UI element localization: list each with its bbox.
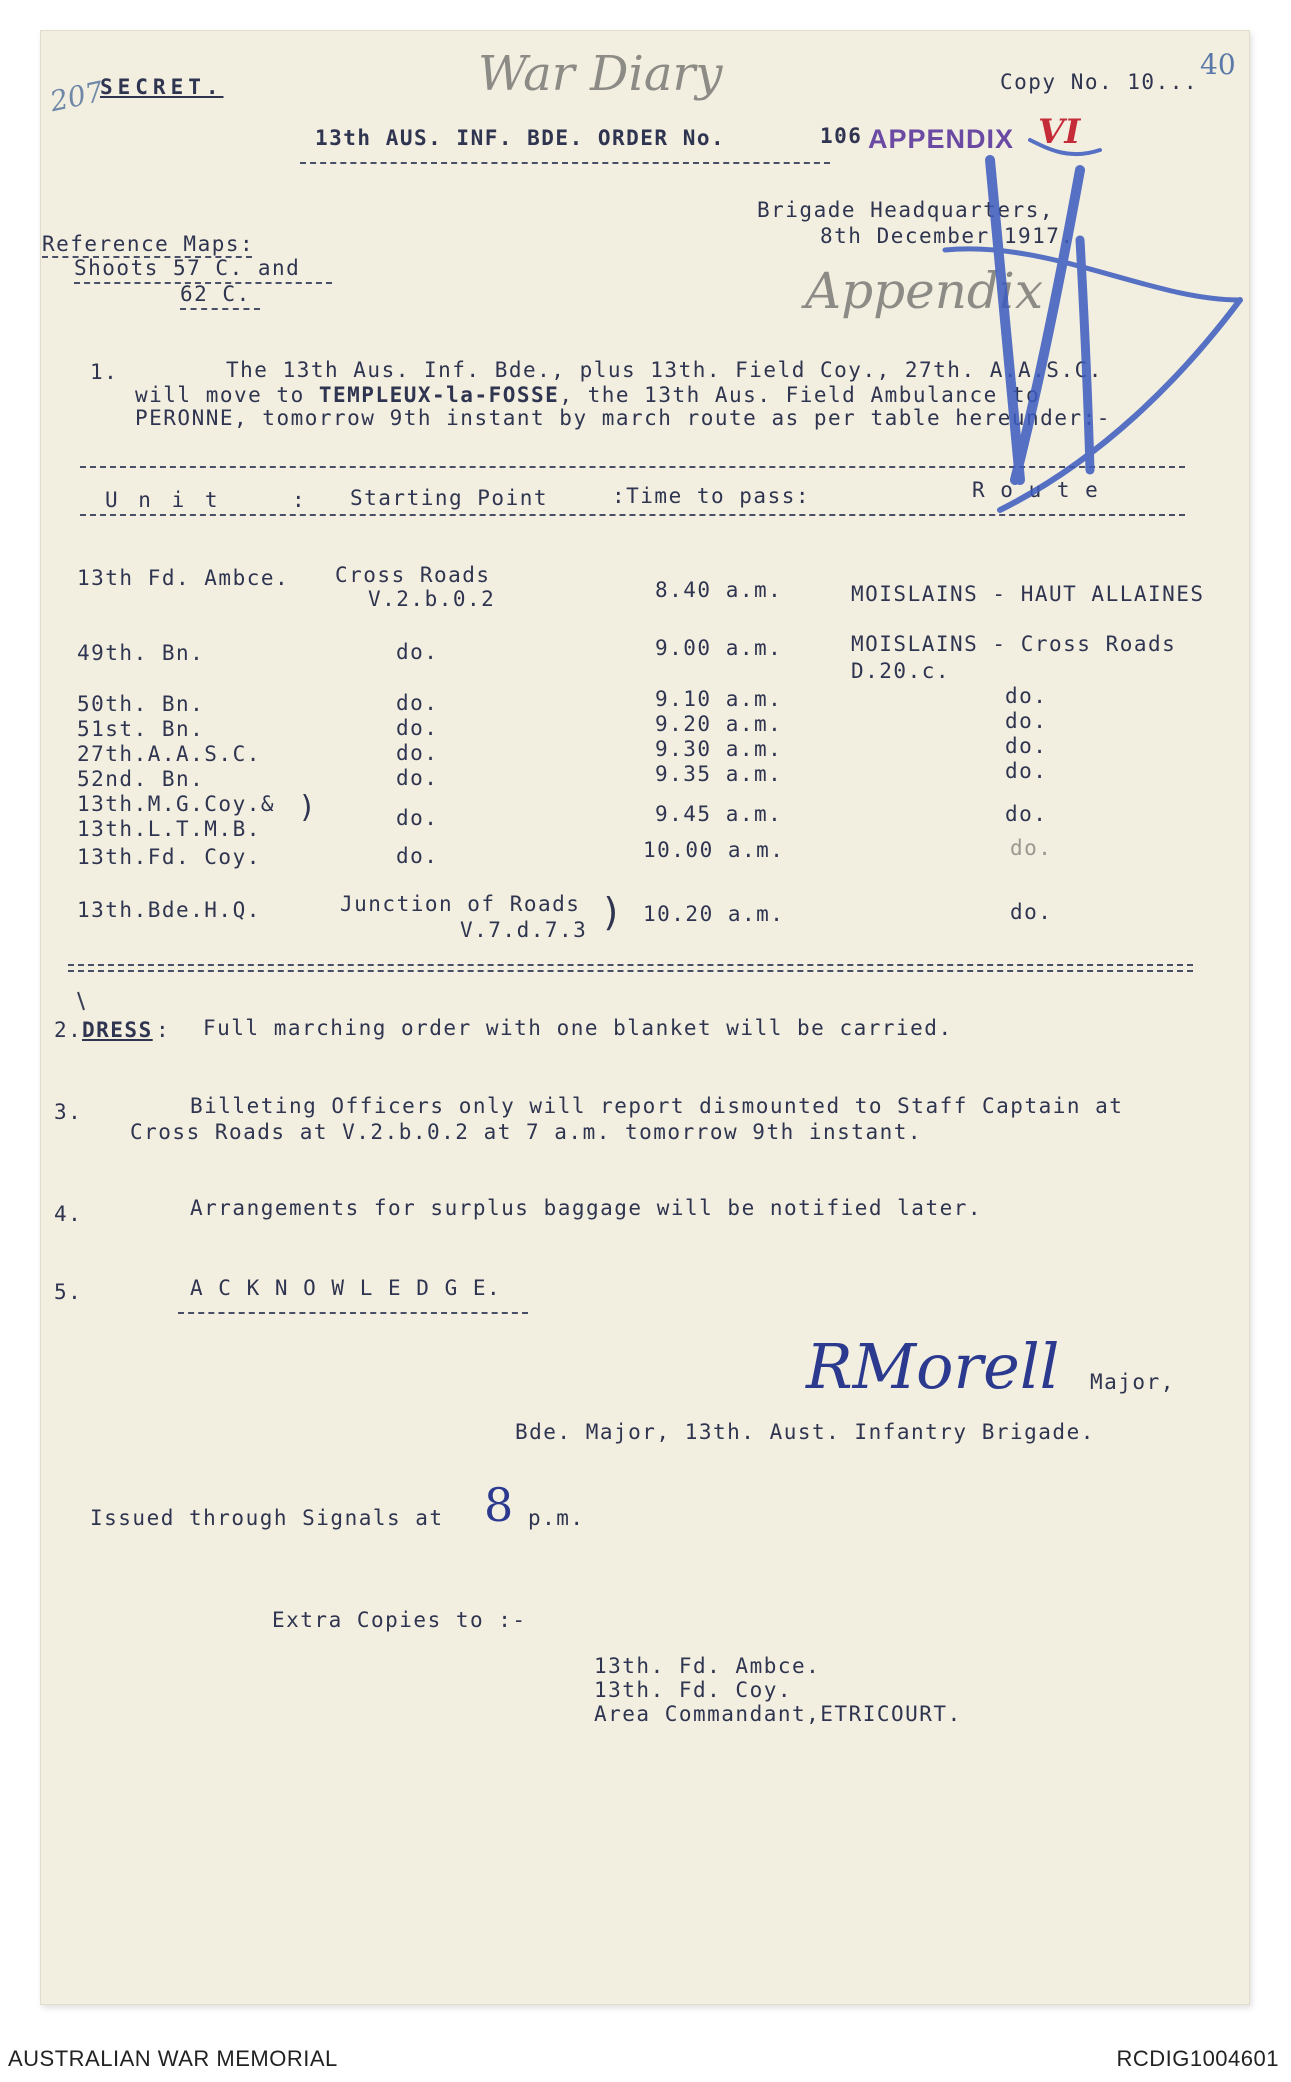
table-row-start: do. [396,691,439,715]
table-row-start-ref: V.7.d.7.3 [460,918,588,942]
war-diary-note: War Diary [478,46,723,102]
pencil-appendix-note: Appendix [805,262,1044,320]
copy-number-pencil: 40 [1200,48,1236,81]
table-row-unit: 52nd. Bn. [77,767,205,791]
hq-line-1: Brigade Headquarters, [757,198,1055,222]
reference-maps-title: Reference Maps: [42,232,255,256]
table-row-start: do. [396,806,439,830]
para2-colon: : [156,1018,171,1042]
margin-tick [78,992,84,1010]
crayon-stroke [945,249,1240,300]
table-row-time: 9.30 a.m. [655,737,783,761]
crayon-stroke [1015,170,1080,480]
table-row-unit: 13th.M.G.Coy.& [77,792,276,816]
header-colon: : [292,488,307,512]
table-row-time: 10.00 a.m. [643,838,785,862]
para3-line2: Cross Roads at V.2.b.0.2 at 7 a.m. tomorrow 9th instant. [130,1120,923,1144]
para2-label: DRESS [82,1018,153,1042]
table-row-route: do. [1005,759,1048,783]
table-row-time: 9.35 a.m. [655,762,783,786]
bracket: ) [298,790,318,825]
table-row-route: do. [1005,684,1048,708]
table-row-start: Junction of Roads [340,892,581,916]
issued-label: Issued through Signals at [90,1506,444,1530]
crayon-stroke [1030,140,1100,154]
table-row-start-ref: V.2.b.0.2 [368,587,496,611]
table-row-route-ref: D.20.c. [851,659,951,683]
table-row-start: do. [396,766,439,790]
para5-acknowledge: A C K N O W L E D G E. [190,1276,502,1300]
hq-line-2: 8th December 1917. [820,224,1075,248]
extra-copy-item: 13th. Fd. Ambce. [594,1654,821,1678]
signature-title: Bde. Major, 13th. Aust. Infantry Brigade. [515,1420,1095,1444]
table-row-start: Cross Roads [335,563,491,587]
copy-number: Copy No. 10... [1000,70,1199,94]
para4-number: 4. [54,1202,83,1226]
table-row-unit: 27th.A.A.S.C. [77,742,261,766]
table-row-time: 9.10 a.m. [655,687,783,711]
para2-number: 2. [54,1018,83,1042]
table-row-time: 10.20 a.m. [643,902,785,926]
footer-credit: AUSTRALIAN WAR MEMORIAL [8,2046,338,2071]
handwritten-signature: RMorell [806,1330,1060,1403]
table-row-route: MOISLAINS - Cross Roads [851,632,1177,656]
para1-line3: PERONNE, tomorrow 9th instant by march route as per table hereunder:- [135,406,1111,430]
table-row-start: do. [396,640,439,664]
appendix-stamp: APPENDIX [868,124,1015,154]
table-row-unit: 13th.Fd. Coy. [77,845,261,869]
table-row-unit: 50th. Bn. [77,692,205,716]
crayon-stroke [990,160,1020,480]
table-row-route: do. [1010,836,1053,860]
reference-maps-line2: Shoots 57 C. and [74,256,301,280]
signature-rank: Major, [1090,1370,1175,1394]
table-row-start: do. [396,716,439,740]
order-number: 106 [820,124,863,148]
table-row-time: 9.00 a.m. [655,636,783,660]
extra-copy-item: 13th. Fd. Coy. [594,1678,793,1702]
table-row-unit: 13th Fd. Ambce. [77,566,290,590]
header-time: :Time to pass: [612,484,811,508]
table-row-route: do. [1005,734,1048,758]
table-row-time: 9.45 a.m. [655,802,783,826]
para5-number: 5. [54,1280,83,1304]
extra-copies-label: Extra Copies to :- [272,1608,527,1632]
extra-copy-item: Area Commandant,ETRICOURT. [594,1702,962,1726]
table-row-route: MOISLAINS - HAUT ALLAINES [851,582,1205,606]
table-row-unit: 13th.Bde.H.Q. [77,898,261,922]
header-unit: U n i t [105,488,222,512]
table-row-unit-2: 13th.L.T.M.B. [77,817,261,841]
para3-number: 3. [54,1100,83,1124]
table-row-route: do. [1005,802,1048,826]
table-row-route: do. [1005,709,1048,733]
margin-number: 207 [47,74,107,119]
para1-line2: will move to TEMPLEUX-la-FOSSE, the 13th Aus. Field Ambulance to [135,383,1041,407]
issued-pm: p.m. [528,1506,585,1530]
table-row-time: 9.20 a.m. [655,712,783,736]
para4-text: Arrangements for surplus baggage will be notified later. [190,1196,983,1220]
para1-number: 1. [90,360,119,384]
header-route: R o u t e [972,478,1100,502]
table-row-unit: 51st. Bn. [77,717,205,741]
para2-text: Full marching order with one blanket will be carried. [203,1016,953,1040]
header-starting-point: Starting Point [350,486,549,510]
table-row-route: do. [1010,900,1053,924]
order-title: 13th AUS. INF. BDE. ORDER No. [315,126,726,150]
issued-hour: 8 [484,1478,514,1532]
secret-label: SECRET. [100,75,224,99]
reference-maps-line3: 62 C. [180,282,251,306]
para1-line1: The 13th Aus. Inf. Bde., plus 13th. Field Coy., 27th. A.A.S.C. [226,358,1103,382]
table-row-time: 8.40 a.m. [655,578,783,602]
table-row-start: do. [396,844,439,868]
bracket: ) [600,890,625,934]
footer-id: RCDIG1004601 [1116,2046,1279,2071]
appendix-numeral: VI [1038,112,1081,152]
table-row-start: do. [396,741,439,765]
table-row-unit: 49th. Bn. [77,641,205,665]
para3-line1: Billeting Officers only will report dismounted to Staff Captain at [190,1094,1124,1118]
crayon-stroke [1080,240,1090,470]
